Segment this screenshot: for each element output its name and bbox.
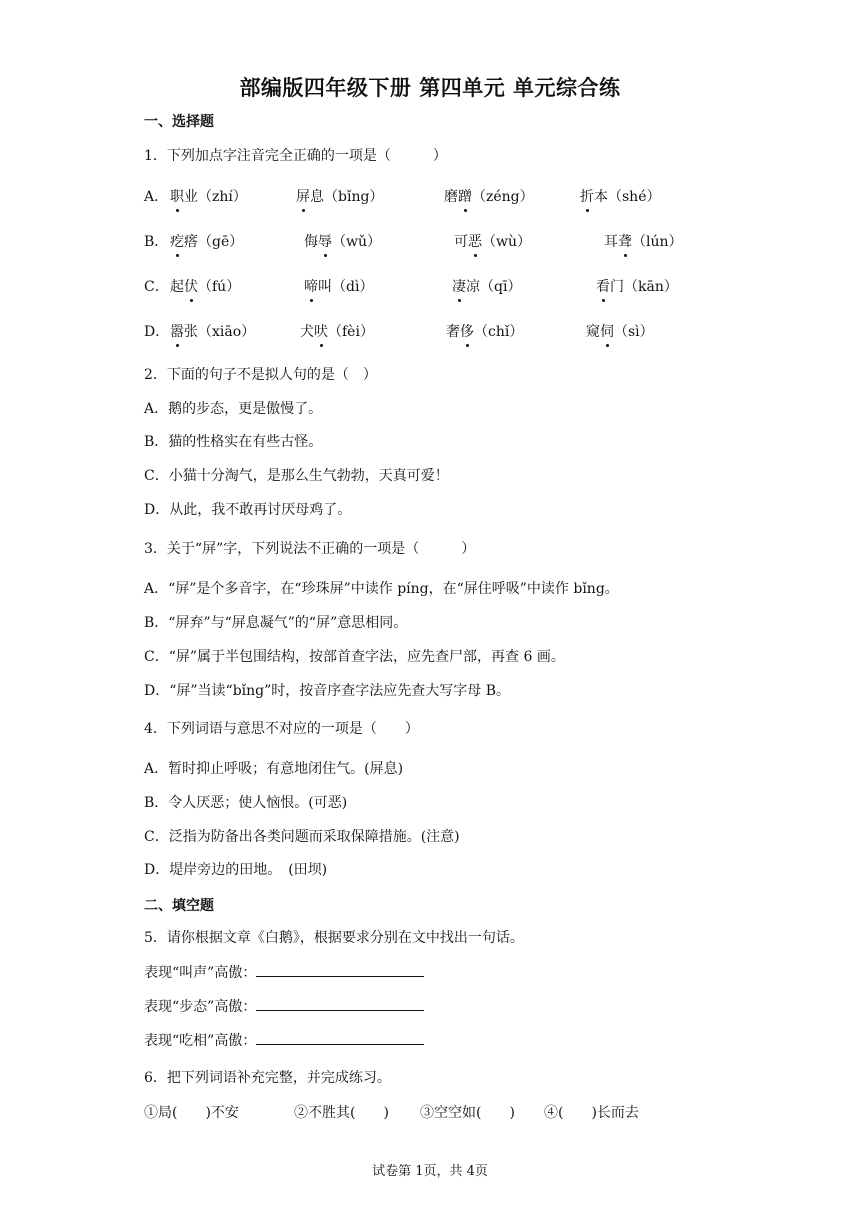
- q3-option-b[interactable]: B．“屏弃”与“屏息凝气”的“屏”意思相同。: [144, 615, 408, 631]
- idiom-item[interactable]: ④( )长而去: [544, 1105, 639, 1121]
- idiom-item[interactable]: ②不胜其( ): [294, 1105, 389, 1121]
- q5-line-3: 表现“吃相”高傲：: [144, 1030, 424, 1051]
- word-item: 屏息（bǐng）: [296, 186, 383, 208]
- word-item: 嚣张（xiāo）: [170, 321, 255, 343]
- word-item: 窥伺（sì）: [586, 321, 654, 343]
- q2-option-c[interactable]: C．小猫十分淘气，是那么生气勃勃，天真可爱！: [144, 468, 449, 484]
- option-label: B．: [144, 234, 169, 250]
- q5-line-2: 表现“步态”高傲：: [144, 996, 424, 1017]
- q5-stem: 5．请你根据文章《白鹅》，根据要求分别在文中找出一句话。: [144, 930, 524, 946]
- word-item: 起伏（fú）: [170, 276, 240, 298]
- option-label: A．: [144, 189, 169, 205]
- q2-option-b[interactable]: B．猫的性格实在有些古怪。: [144, 434, 323, 450]
- q1-option-b[interactable]: [144, 231, 704, 253]
- answer-blank[interactable]: [256, 1030, 424, 1045]
- option-label: D．: [144, 324, 170, 340]
- word-item: 耳聋（lún）: [604, 231, 683, 253]
- idiom-item[interactable]: ①局( )不安: [144, 1105, 239, 1121]
- q2-stem: 2．下面的句子不是拟人句的是（ ）: [144, 367, 377, 383]
- q4-option-c[interactable]: C．泛指为防备出各类问题而采取保障措施。(注意): [144, 829, 460, 845]
- q1-stem: 1．下列加点字注音完全正确的一项是（ ）: [144, 148, 447, 164]
- word-item: 看门（kān）: [596, 276, 678, 298]
- q6-stem: 6．把下列词语补充完整，并完成练习。: [144, 1070, 391, 1086]
- q2-option-d[interactable]: D．从此，我不敢再讨厌母鸡了。: [144, 502, 352, 518]
- q3-stem: 3．关于“屏”字，下列说法不正确的一项是（ ）: [144, 541, 476, 557]
- option-label: C．: [144, 279, 169, 295]
- word-item: 犬吠（fèi）: [300, 321, 374, 343]
- q4-option-d[interactable]: D．堤岸旁边的田地。 (田坝): [144, 862, 328, 878]
- q3-option-d[interactable]: D．“屏”当读“bǐng”时，按音序查字法应先查大写字母 B。: [144, 683, 511, 699]
- word-item: 疙瘩（gē）: [170, 231, 243, 253]
- word-item: 侮辱（wǔ）: [304, 231, 381, 253]
- q1-option-c[interactable]: [144, 276, 704, 298]
- q4-option-a[interactable]: A．暂时抑止呼吸；有意地闭住气。(屏息): [144, 761, 404, 777]
- word-item: 凄凉（qī）: [452, 276, 521, 298]
- idiom-item[interactable]: ③空空如( ): [420, 1105, 515, 1121]
- q3-option-a[interactable]: A．“屏”是个多音字，在“珍珠屏”中读作 píng，在“屏住呼吸”中读作 bǐng。: [144, 581, 619, 597]
- q4-stem: 4．下列词语与意思不对应的一项是（ ）: [144, 721, 419, 737]
- word-item: 折本（shé）: [580, 186, 661, 208]
- word-item: 啼叫（dì）: [304, 276, 373, 298]
- word-item: 磨蹭（zéng）: [444, 186, 534, 208]
- q4-option-b[interactable]: B．令人厌恶；使人恼恨。(可恶): [144, 795, 348, 811]
- q3-option-c[interactable]: C．“屏”属于半包围结构，按部首查字法，应先查尸部，再查 6 画。: [144, 649, 565, 665]
- q1-option-a[interactable]: [144, 186, 704, 208]
- answer-blank[interactable]: [256, 996, 424, 1011]
- page-footer: 试卷第 1页，共 4页: [372, 1164, 488, 1179]
- q6-items: [144, 1102, 704, 1124]
- page-title: 部编版四年级下册 第四单元 单元综合练: [239, 76, 621, 100]
- q1-option-d[interactable]: [144, 321, 704, 343]
- section-fill: 二、填空题: [144, 898, 214, 914]
- q2-option-a[interactable]: A．鹅的步态，更是傲慢了。: [144, 401, 323, 417]
- answer-blank[interactable]: [256, 962, 424, 977]
- word-item: 职业（zhí）: [170, 186, 247, 208]
- q5-line-1: 表现“叫声”高傲：: [144, 962, 424, 983]
- word-item: 奢侈（chǐ）: [446, 321, 523, 343]
- section-choice: 一、选择题: [144, 114, 214, 130]
- word-item: 可恶（wù）: [454, 231, 531, 253]
